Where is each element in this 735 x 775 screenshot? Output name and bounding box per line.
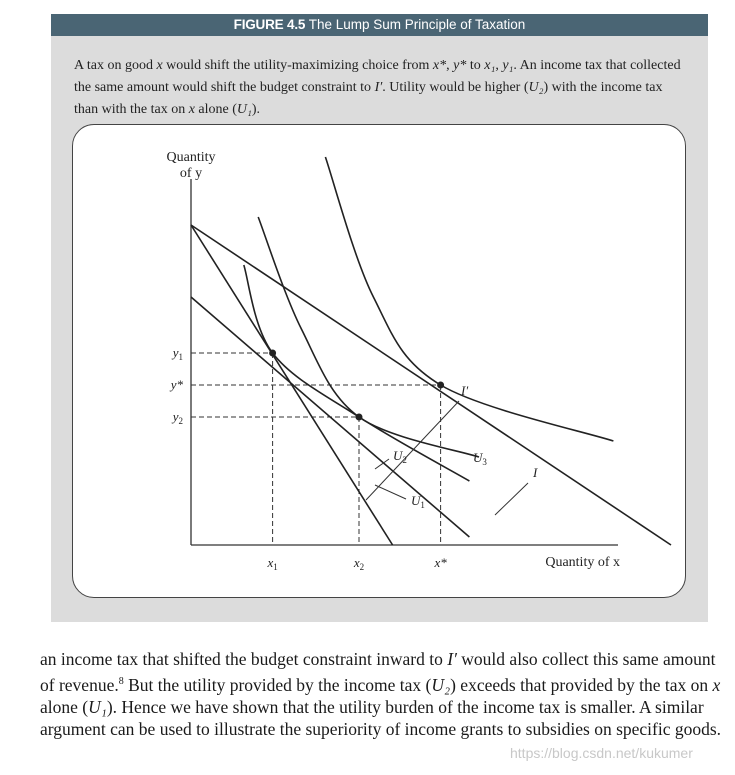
caption-var: U₂ (528, 80, 544, 95)
series-u3 (325, 157, 613, 441)
leader-line (375, 485, 406, 499)
optimum-tax-on-x-point (269, 350, 276, 357)
x-tick-label: $x_2$ (353, 555, 365, 572)
caption-var: x₁ (484, 58, 496, 73)
curve-label-u2: $U_2$ (393, 448, 407, 465)
curve-label-iprime: I′ (461, 383, 469, 398)
caption-var: y* (453, 58, 467, 73)
footnote-ref[interactable]: 8 (118, 675, 124, 687)
y-tick-label: $y_2$ (172, 409, 183, 426)
leader-line (366, 401, 459, 500)
body-var: U₁ (88, 696, 107, 717)
caption-text: ) with the income tax than with the tax on (74, 80, 663, 117)
leader-line (495, 483, 528, 515)
caption-var: U₁ (236, 102, 252, 117)
x-tick-label: $x_1$ (267, 555, 278, 572)
caption-text: to (466, 58, 485, 73)
body-var: I′ (447, 649, 457, 669)
caption-text: alone ( (194, 102, 237, 117)
caption-text: . An income tax that collected the same amount would shift the budget constraint to (74, 58, 681, 95)
caption-text: would shift the utility-maximizing choice from (162, 58, 433, 73)
caption-var: x (188, 102, 195, 117)
caption-text: . Utility would be higher ( (382, 80, 529, 95)
caption-text: ). (251, 102, 261, 117)
caption-var: I′ (374, 80, 383, 95)
curve-label-i: I (533, 465, 538, 480)
curve-label-u1: $U_1$ (411, 493, 425, 510)
body-text: But the utility provided by the income tax ( (123, 674, 432, 695)
y-tick-label: $y_1$ (172, 345, 183, 362)
x-tick-label: x* (434, 555, 447, 570)
optimum-initial-point (437, 382, 444, 389)
body-var: x (712, 674, 721, 695)
y-axis-label: of y (179, 166, 203, 181)
series-u2 (258, 217, 479, 457)
figure-header (51, 14, 708, 36)
y-axis-label: Quantity (166, 150, 216, 165)
caption-var: y₁ (502, 58, 514, 73)
curve-label-u3: $U_3$ (473, 450, 487, 467)
graph-panel (72, 124, 686, 598)
body-text: alone ( (40, 696, 89, 717)
series-u1 (244, 265, 470, 481)
optimum-income-tax-point (356, 414, 363, 421)
caption-text: , (495, 58, 503, 73)
body-var: U₂ (431, 674, 451, 695)
leader-line (375, 459, 389, 469)
x-axis-label: Quantity of x (545, 555, 620, 570)
watermark: https://blog.csdn.net/kukumer (510, 745, 693, 761)
figure-label: FIGURE 4.5 (233, 17, 306, 32)
figure-box (51, 14, 708, 622)
chart (73, 125, 685, 597)
figure-title: The Lump Sum Principle of Taxation (308, 17, 526, 32)
body-text: an income tax that shifted the budget constraint inward to (40, 649, 448, 669)
y-tick-label: y* (170, 377, 183, 392)
figure-caption (74, 55, 689, 121)
body-text: ) exceeds that provided by the tax on (450, 674, 713, 695)
body-text: ). Hence we have shown that the utility burden of the income tax is smaller. A similar argument can be used to illustrate the superiority of income grants to subsidies on specific goods. (40, 696, 722, 740)
caption-text: A tax on good (74, 58, 157, 73)
caption-var: x* (432, 58, 447, 73)
caption-var: x (156, 58, 163, 73)
body-text: would also collect this same amount of revenue. (40, 649, 716, 695)
caption-text: , (446, 58, 454, 73)
body-paragraph (40, 648, 725, 741)
